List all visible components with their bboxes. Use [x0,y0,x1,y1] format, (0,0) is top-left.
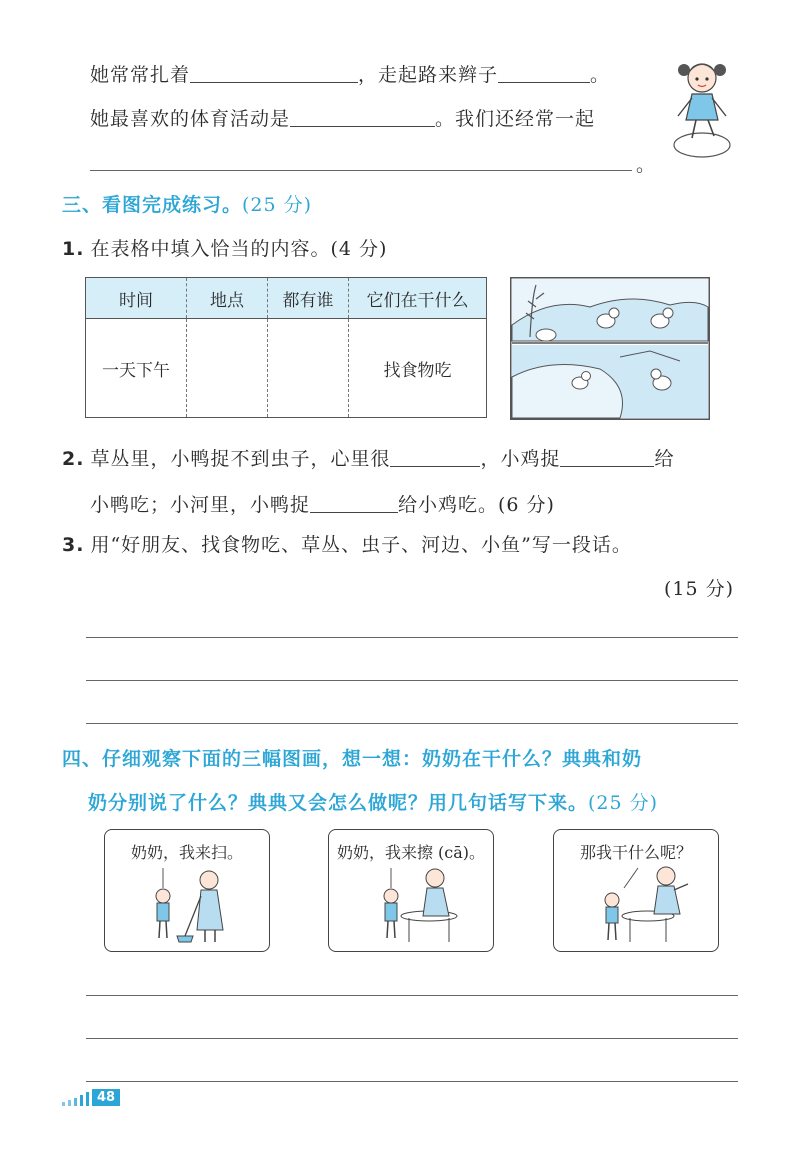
writing-line[interactable] [86,637,738,638]
writing-line[interactable] [86,1038,738,1039]
table-header-cell: 时间 [86,278,187,319]
table-cell: 找食物吃 [349,319,487,418]
question-3 [62,530,632,557]
table-cell: 一天下午 [102,360,170,381]
answer-blank[interactable] [390,446,480,467]
table-row [86,319,487,418]
question-text: 在表格中填入恰当的内容。(4 分) [90,238,388,260]
answer-line[interactable] [90,170,632,171]
comic-panel-1 [104,829,270,952]
writing-line[interactable] [86,1081,738,1082]
text-segment: ，小鸡捉 [480,448,561,470]
table-header-row [86,278,487,319]
grandma-sweeping-illustration [105,830,269,951]
score-text: (25 分) [242,194,313,216]
text-segment: 她常常扎着 [90,64,191,86]
question-number: 3. [62,534,85,556]
text-segment: 。 [590,64,611,86]
chicks-ducklings-picture [510,277,710,420]
section-3-heading [62,190,312,217]
answer-blank[interactable] [190,62,358,83]
info-table [85,277,487,418]
heading-text: 奶分别说了什么？典典又会怎么做呢？用几句话写下来。 [88,792,589,814]
section-4-heading-line-2 [88,788,658,815]
speech-text: 奶奶，我来擦 (cā)。 [336,843,486,862]
table-cell-blank[interactable] [187,319,268,418]
question-1 [62,234,387,261]
speech-text: 奶奶，我来扫。 [130,843,243,862]
table-cell-blank[interactable] [268,319,349,418]
text-segment: 。我们还经常一起 [435,108,596,130]
child-wondering-illustration [554,830,718,951]
sentence-line-2 [90,104,595,131]
writing-line[interactable] [86,995,738,996]
answer-blank[interactable] [290,106,435,127]
section-4-heading-line-1: 四、仔细观察下面的三幅图画，想一想：奶奶在干什么？典典和奶 [62,748,643,770]
page-bars-decoration [60,1092,90,1106]
text-segment: 草丛里，小鸭捉不到虫子，心里很 [90,448,391,470]
speech-text: 那我干什么呢？ [579,843,692,862]
heading-text: 三、看图完成练习。 [62,194,243,216]
answer-blank[interactable] [560,446,654,467]
girl-jumping-rope-illustration [662,50,742,165]
table-header-cell: 它们在干什么 [349,278,487,319]
comic-panel-3 [553,829,719,952]
page-number: 48 [92,1089,120,1106]
question-2-line-2 [90,490,555,517]
answer-blank[interactable] [498,62,590,83]
text-segment: 她最喜欢的体育活动是 [90,108,291,130]
answer-blank[interactable] [310,492,398,513]
sentence-line-1 [90,60,610,87]
text-segment: 给 [654,448,675,470]
question-number: 1. [62,238,85,260]
question-number: 2. [62,448,85,470]
text-segment: 小鸭吃；小河里，小鸭捉 [90,494,311,516]
period: 。 [636,154,657,176]
text-segment: 给小鸡吃。(6 分) [398,494,555,516]
writing-line[interactable] [86,680,738,681]
grandma-wiping-table-illustration [329,830,493,951]
table-header-cell: 都有谁 [268,278,349,319]
score-text: (25 分) [588,792,659,814]
score-text: (15 分) [664,578,735,600]
question-2-line-1 [62,444,675,471]
comic-panel-2 [328,829,494,952]
writing-line[interactable] [86,723,738,724]
table-header-cell: 地点 [187,278,268,319]
text-segment: ，走起路来辫子 [358,64,499,86]
question-text: 用“好朋友、找食物吃、草丛、虫子、河边、小鱼”写一段话。 [90,534,632,556]
